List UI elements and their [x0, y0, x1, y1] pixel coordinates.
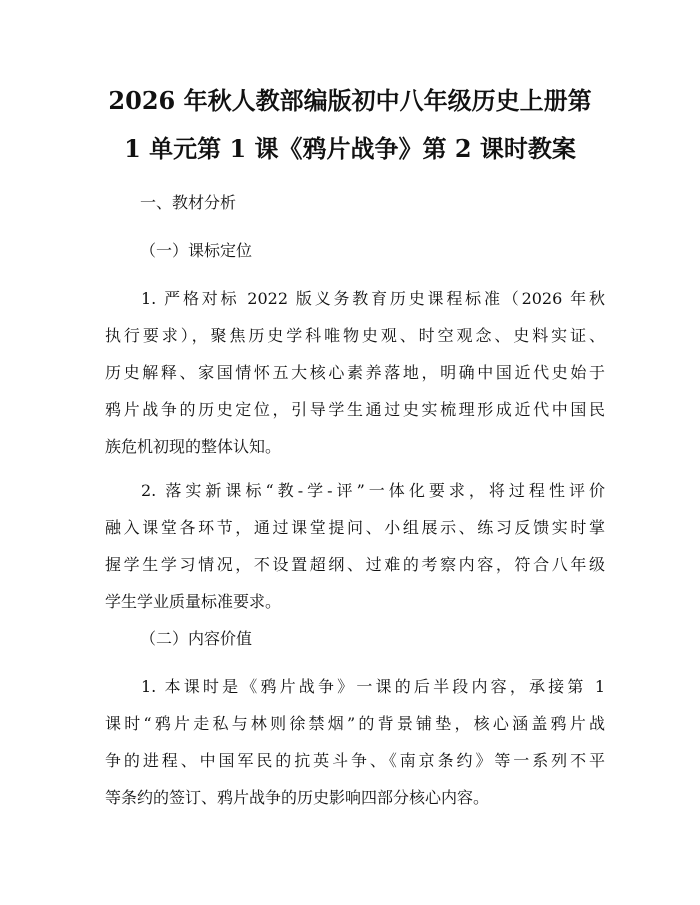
paragraph-curriculum-2 — [105, 480, 605, 628]
document-title-line-1: 2026 年秋人教部编版初中八年级历史上册第 — [108, 86, 592, 115]
section-heading-textbook-analysis: 一、教材分析 — [140, 193, 237, 212]
paragraph-line: 融入课堂各环节，通过课堂提问、小组展示、练习反馈实时掌 — [105, 518, 605, 537]
paragraph-line: 课时“鸦片走私与林则徐禁烟”的背景铺垫，核心涵盖鸦片战 — [105, 714, 605, 733]
paragraph-line: 族危机初现的整体认知。 — [105, 437, 282, 456]
document-title-line-2: 1 单元第 1 课《鸦片战争》第 2 课时教案 — [124, 134, 576, 163]
subsection-heading-content-value: （二）内容价值 — [140, 629, 253, 648]
paragraph-line: 历史解释、家国情怀五大核心素养落地，明确中国近代史始于 — [105, 363, 605, 382]
paragraph-curriculum-1 — [105, 288, 605, 473]
paragraph-line: 鸦片战争的历史定位，引导学生通过史实梳理形成近代中国民 — [105, 400, 605, 419]
paragraph-line: 等条约的签订、鸦片战争的历史影响四部分核心内容。 — [105, 788, 490, 807]
paragraph-line: 执行要求），聚焦历史学科唯物史观、时空观念、史料实证、 — [105, 326, 605, 345]
paragraph-line: 2. 落实新课标“教-学-评”一体化要求，将过程性评价 — [141, 481, 605, 500]
paragraph-line: 1. 本课时是《鸦片战争》一课的后半段内容，承接第 1 — [141, 677, 605, 696]
paragraph-line: 握学生学习情况，不设置超纲、过难的考察内容，符合八年级 — [105, 555, 605, 574]
subsection-heading-curriculum-standard: （一）课标定位 — [140, 241, 253, 260]
paragraph-line: 争的进程、中国军民的抗英斗争、《南京条约》等一系列不平 — [105, 751, 605, 770]
paragraph-content-value-1 — [105, 676, 605, 824]
paragraph-line: 1. 严格对标 2022 版义务教育历史课程标准（2026 年秋 — [141, 289, 605, 308]
paragraph-line: 学生学业质量标准要求。 — [105, 592, 282, 611]
